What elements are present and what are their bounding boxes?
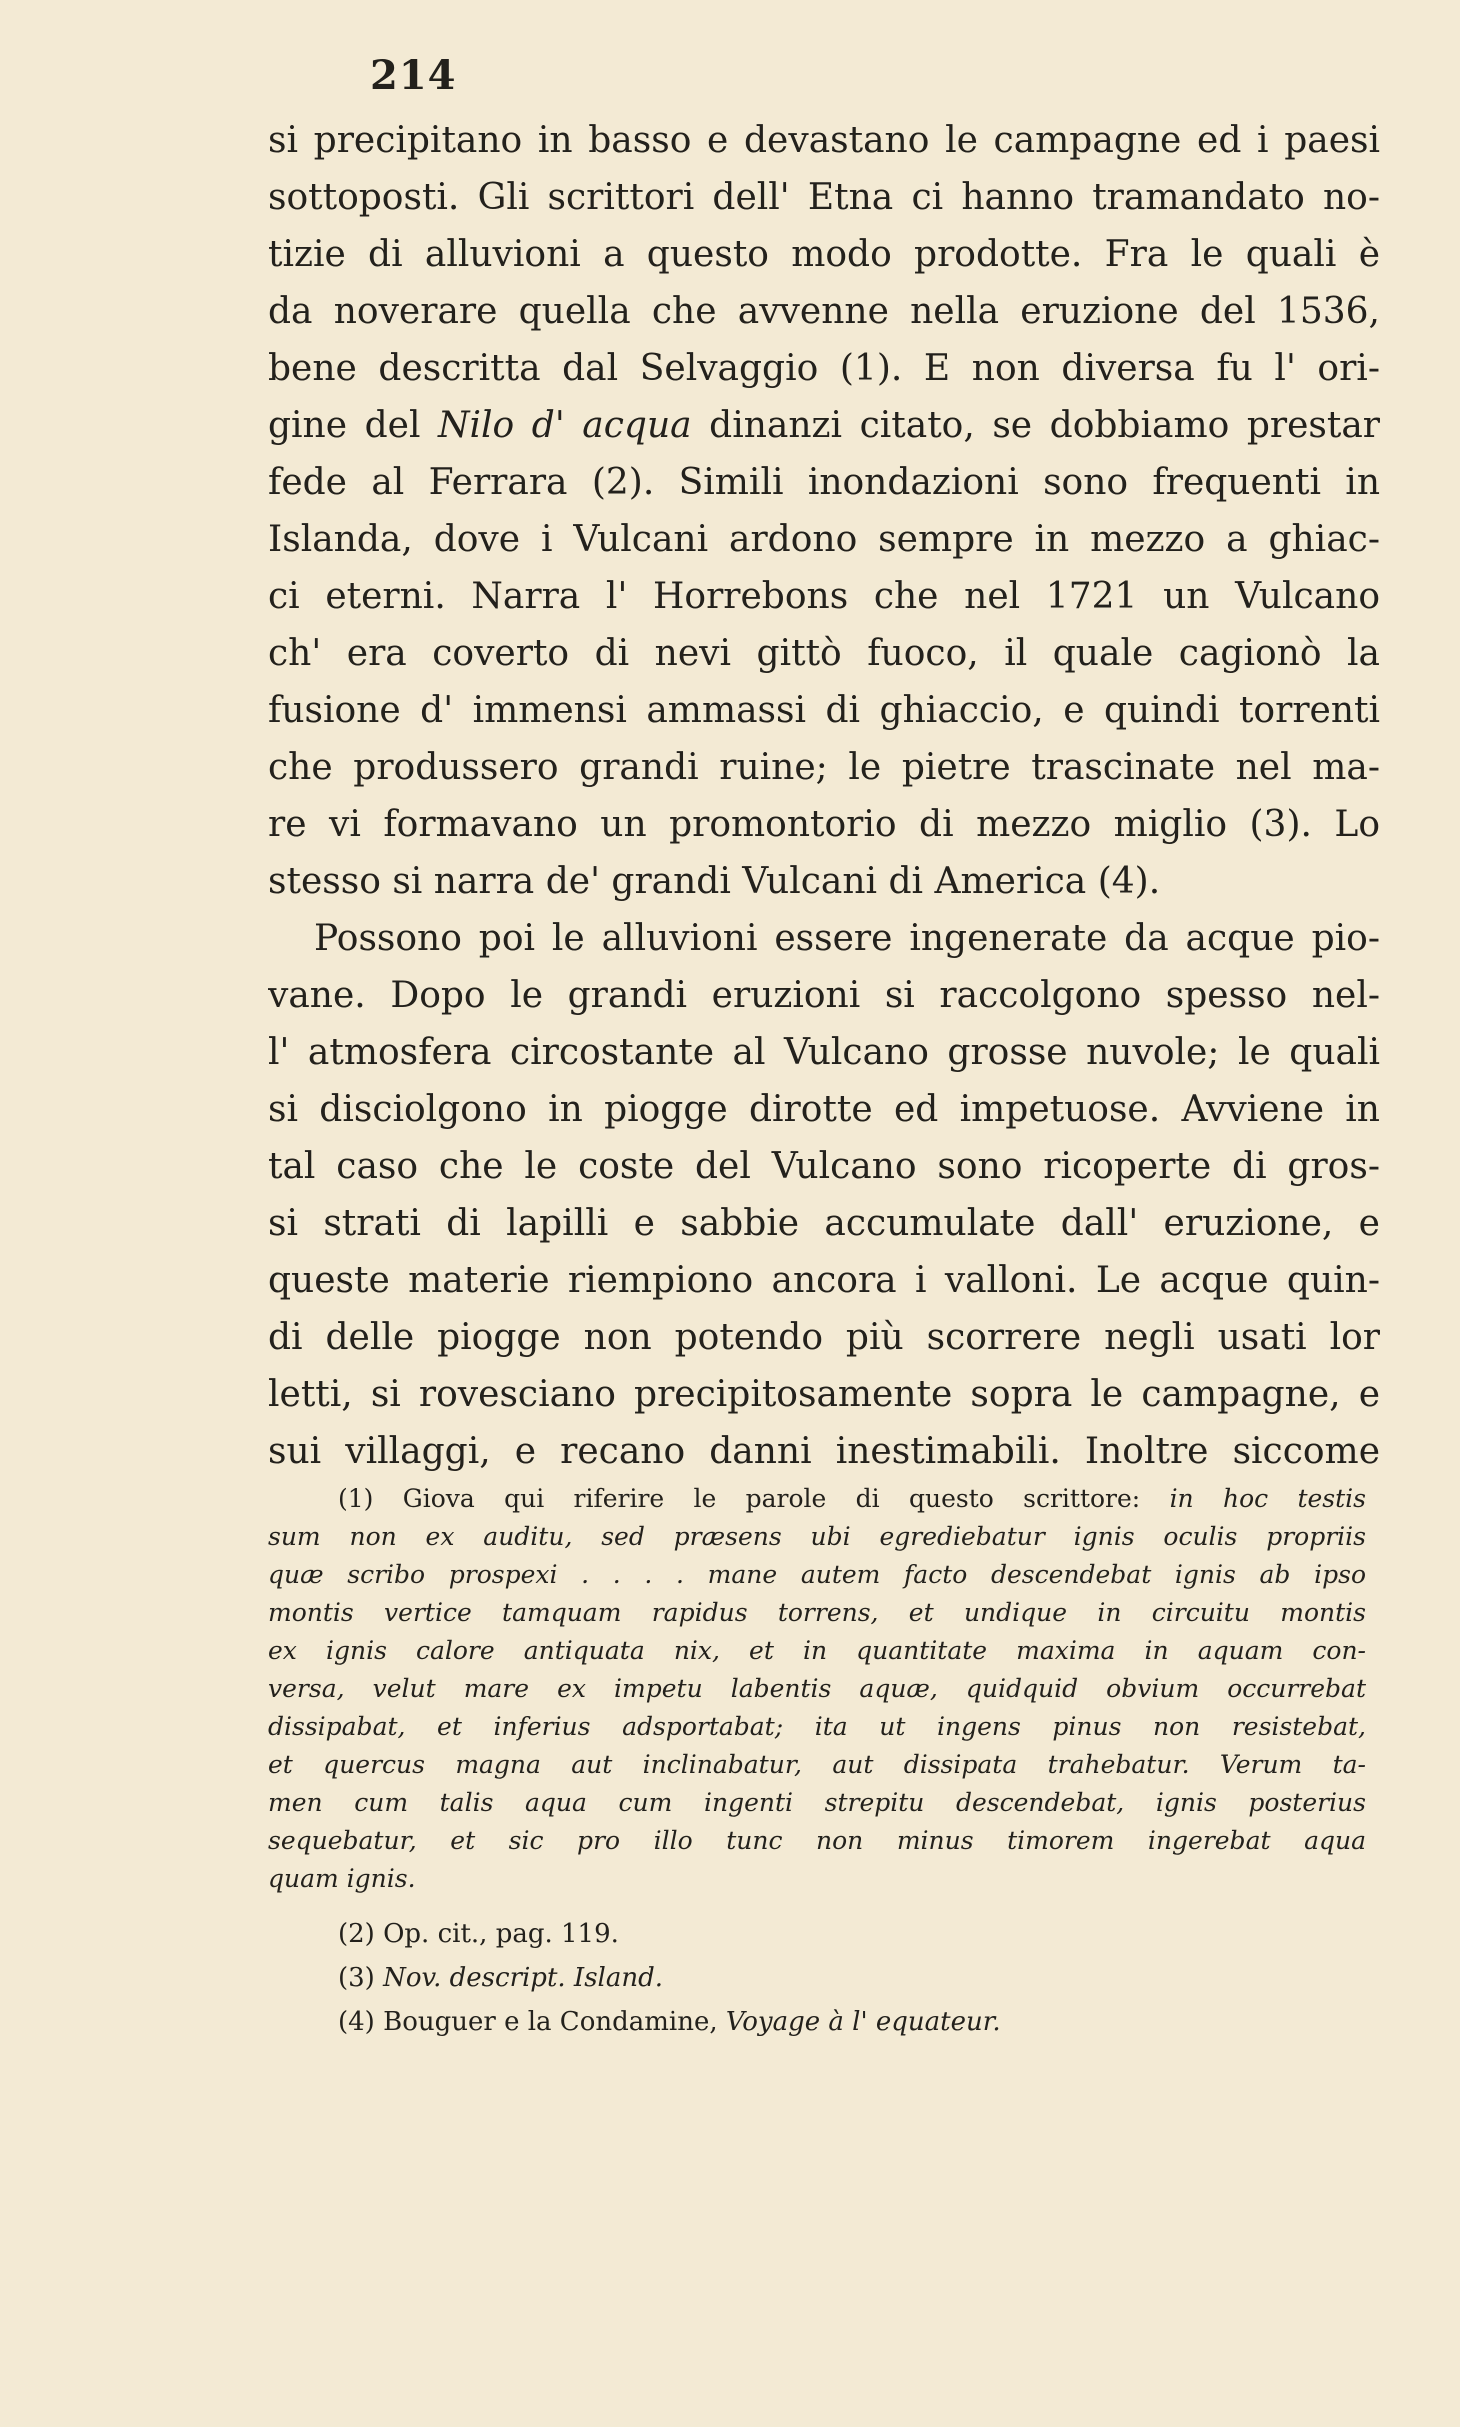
italic-term: Nilo d' acqua (438, 405, 692, 446)
italic-run: quæ scribo prospexi . . . . mane autem facto descendebat ignis ab ipso (268, 1560, 1366, 1589)
footnote-line (268, 1518, 1366, 1556)
italic-run: quam ignis. (268, 1864, 416, 1893)
text-line: che produssero grandi ruine; le pietre trascinate nel ma- (268, 747, 1380, 788)
footnotes (268, 1480, 1366, 2044)
italic-run: montis vertice tamquam rapidus torrens, et undique in circuitu montis (268, 1598, 1366, 1627)
text-line: Islanda, dove i Vulcani ardono sempre in mezzo a ghiac- (268, 519, 1380, 560)
text-line: sui villaggi, e recano danni inestimabili. Inoltre siccome (268, 1431, 1380, 1472)
footnote-line (268, 1594, 1366, 1632)
text-run: (1) Giova qui riferire le parole di questo scrittore: (338, 1484, 1170, 1513)
text-run: (4) Bouguer e la Condamine, (338, 2007, 726, 2037)
footnote-line (268, 1632, 1366, 1670)
text-line: ch' era coverto di nevi gittò fuoco, il quale cagionò la (268, 633, 1380, 674)
footnote-2 (268, 1912, 1366, 1956)
italic-run: ex ignis calore antiquata nix, et in quantitate maxima in aquam con- (268, 1636, 1366, 1665)
text-line: queste materie riempiono ancora i valloni. Le acque quin- (268, 1260, 1380, 1301)
footnote-line (268, 1708, 1366, 1746)
text-line: letti, si rovesciano precipitosamente sopra le campagne, e (268, 1374, 1380, 1415)
text-line: da noverare quella che avvenne nella eruzione del 1536, (268, 291, 1380, 332)
footnote-3 (268, 1956, 1366, 2000)
text-line: si precipitano in basso e devastano le campagne ed i paesi (268, 120, 1380, 161)
footnote-line (268, 1746, 1366, 1784)
footnote-line (268, 1822, 1366, 1860)
text-line: si disciolgono in piogge dirotte ed impetuose. Avviene in (268, 1089, 1380, 1130)
text-line: fusione d' immensi ammassi di ghiaccio, e quindi torrenti (268, 690, 1380, 731)
text-line: re vi formavano un promontorio di mezzo miglio (3). Lo (268, 804, 1380, 845)
text-line: sottoposti. Gli scrittori dell' Etna ci hanno tramandato no- (268, 177, 1380, 218)
main-text (268, 112, 1380, 1480)
italic-run: et quercus magna aut inclinabatur, aut dissipata trahebatur. Verum ta- (268, 1750, 1366, 1779)
text-run: gine del (268, 405, 439, 446)
text-line: l' atmosfera circostante al Vulcano grosse nuvole; le quali (268, 1032, 1380, 1073)
footnote-line (268, 1556, 1366, 1594)
italic-run: men cum talis aqua cum ingenti strepitu descendebat, ignis posterius (268, 1788, 1366, 1817)
text-line: ci eterni. Narra l' Horrebons che nel 1721 un Vulcano (268, 576, 1380, 617)
spacer (268, 1898, 1366, 1912)
text-line: stesso si narra de' grandi Vulcani di America (4). (268, 861, 1161, 902)
text-line: Possono poi le alluvioni essere ingenerate da acque pio- (314, 918, 1380, 959)
italic-run: Nov. descript. Island. (383, 1963, 664, 1993)
text-line: bene descritta dal Selvaggio (1). E non diversa fu l' ori- (268, 348, 1380, 389)
footnote-4 (268, 2000, 1366, 2044)
text-line: tizie di alluvioni a questo modo prodotte. Fra le quali è (268, 234, 1380, 275)
italic-run: sum non ex auditu, sed præsens ubi egrediebatur ignis oculis propriis (268, 1522, 1366, 1551)
footnote-line (268, 1670, 1366, 1708)
text-line: si strati di lapilli e sabbie accumulate dall' eruzione, e (268, 1203, 1380, 1244)
italic-run: sequebatur, et sic pro illo tunc non minus timorem ingerebat aqua (268, 1826, 1366, 1855)
italic-run: dissipabat, et inferius adsportabat; ita ut ingens pinus non resistebat, (268, 1712, 1366, 1741)
text-line: fede al Ferrara (2). Simili inondazioni sono frequenti in (268, 462, 1380, 503)
text-run: dinanzi citato, se dobbiamo prestar (691, 405, 1380, 446)
text-line: di delle piogge non potendo più scorrere negli usati lor (268, 1317, 1380, 1358)
footnote-line (268, 1784, 1366, 1822)
italic-run: Voyage à l' equateur. (725, 2007, 1001, 2037)
italic-run: in hoc testis (1169, 1484, 1366, 1513)
page-number: 214 (370, 52, 457, 99)
text-line: tal caso che le coste del Vulcano sono ricoperte di gros- (268, 1146, 1380, 1187)
footnote-line (268, 1480, 1366, 1518)
text-line (268, 397, 1380, 454)
footnote-line (268, 1860, 1366, 1898)
italic-run: versa, velut mare ex impetu labentis aquæ, quidquid obvium occurrebat (268, 1674, 1366, 1703)
text-run: (2) Op. cit., pag. 119. (338, 1919, 619, 1949)
text-line: vane. Dopo le grandi eruzioni si raccolgono spesso nel- (268, 975, 1380, 1016)
text-run: (3) (338, 1963, 384, 1993)
